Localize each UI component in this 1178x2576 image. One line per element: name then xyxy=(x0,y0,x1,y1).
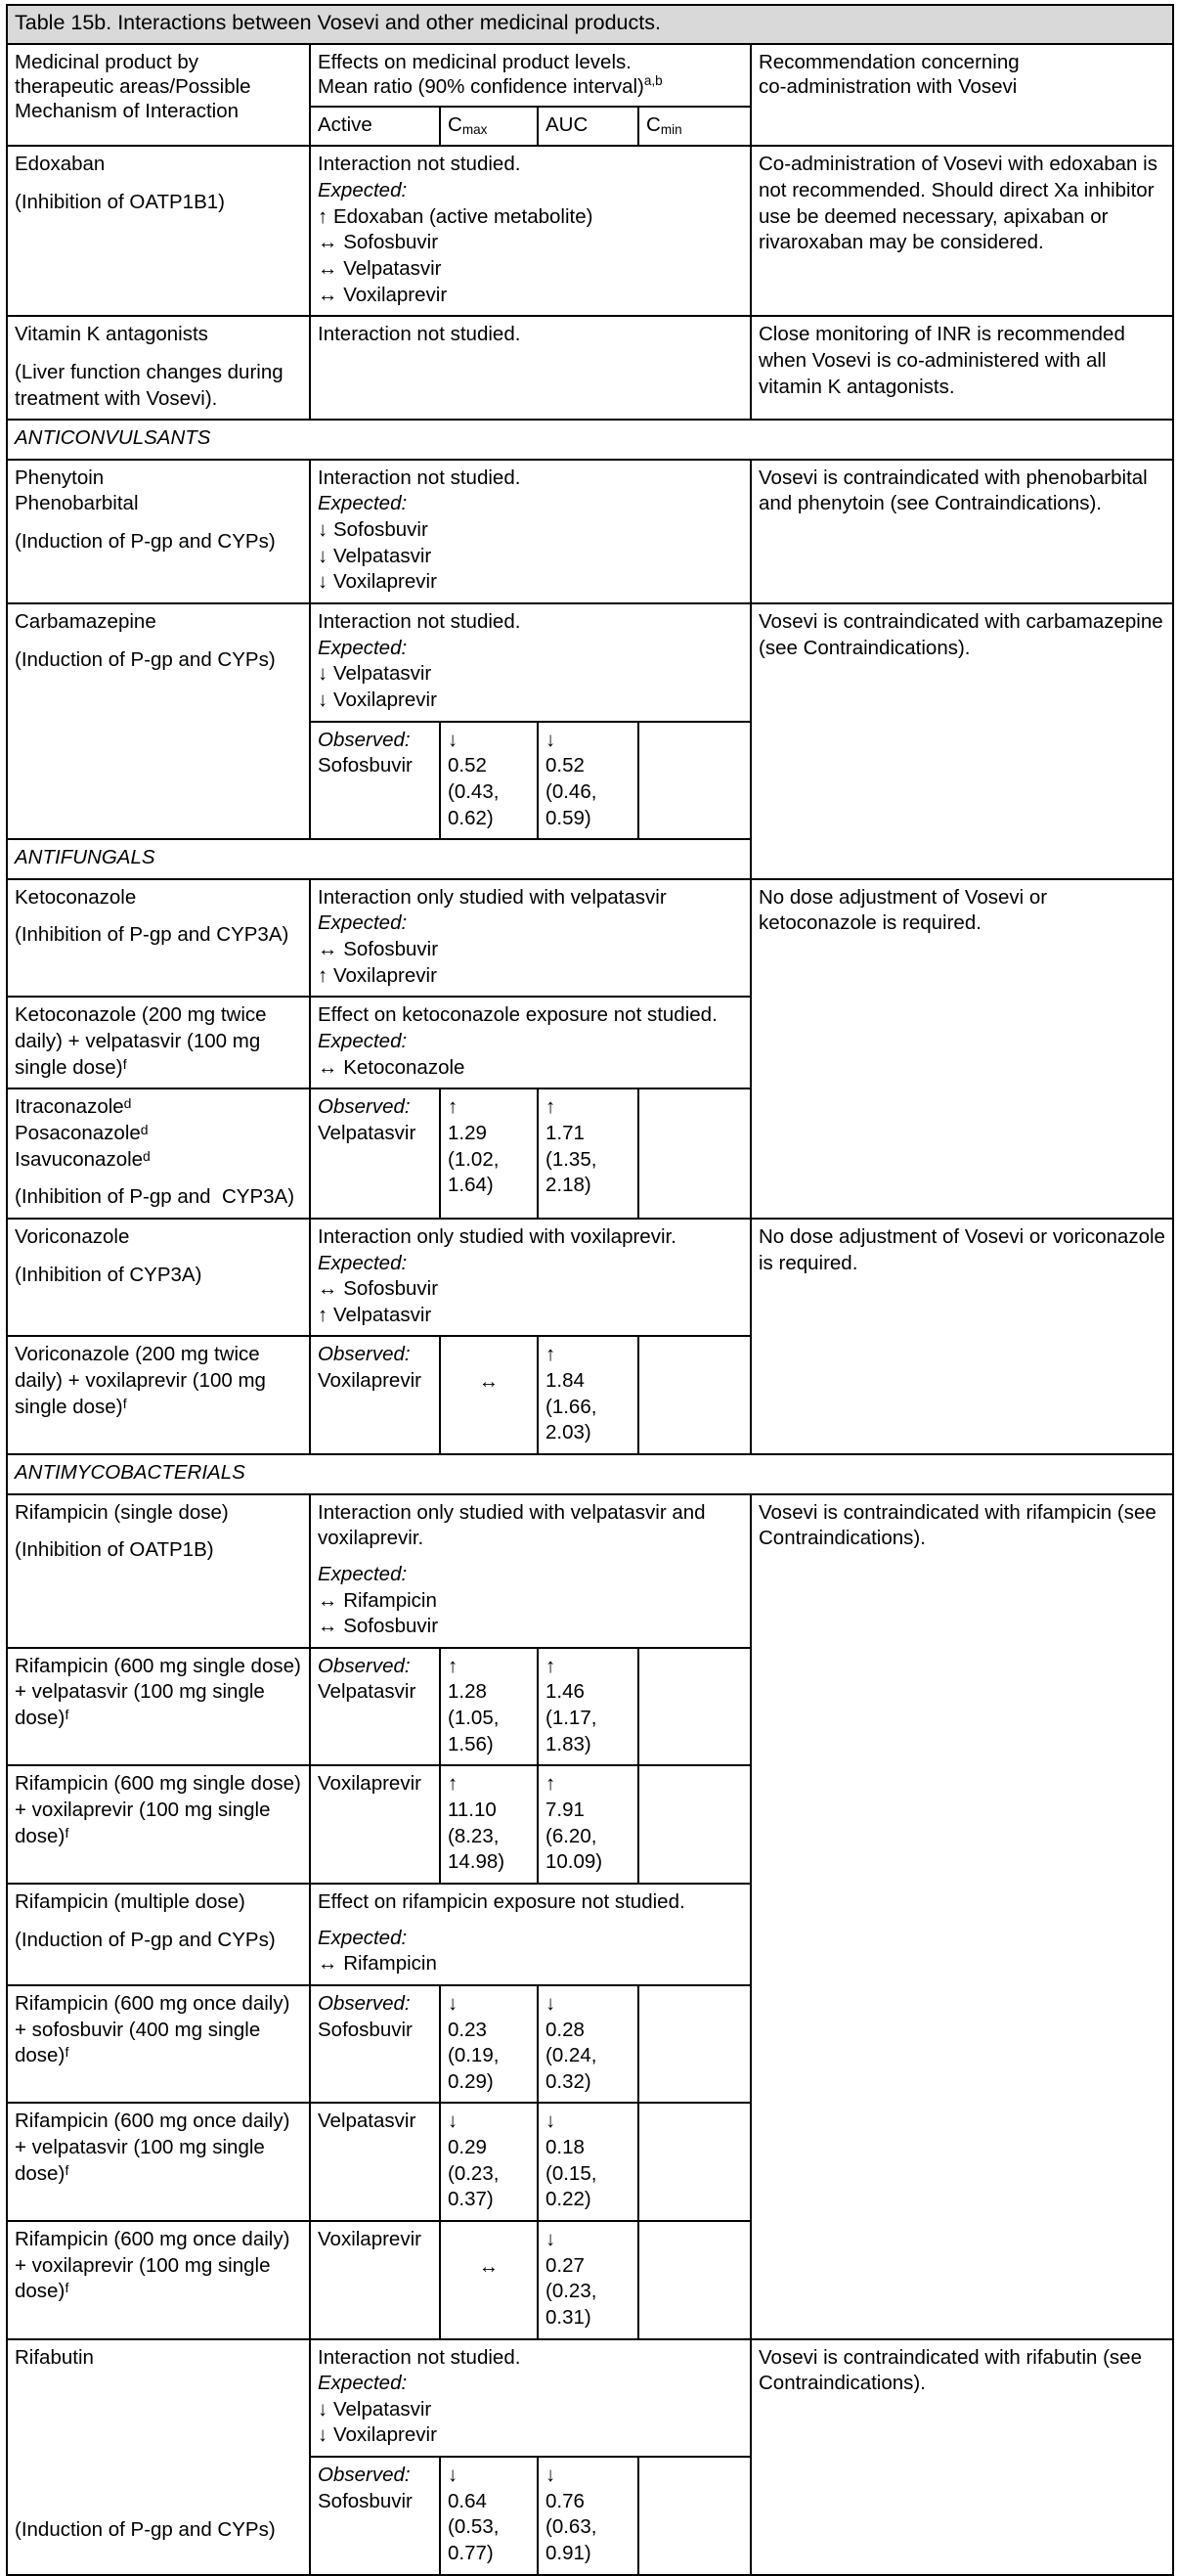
recommendation-cell: Co-administration of Vosevi with edoxaban is not recommended. Should direct Xa inhibitor use be deemed necessary, apixaban or rivaroxaban may be considered. xyxy=(751,146,1173,316)
num-line: 0.64 xyxy=(448,2489,487,2512)
auc-cell xyxy=(538,2103,638,2221)
cmin-cell xyxy=(638,1985,751,2104)
effect-line: Expected: xyxy=(318,179,408,202)
section-heading: ANTIMYCOBACTERIALS xyxy=(7,1454,1173,1494)
observed-analyte: Voxilaprevir xyxy=(318,1772,421,1796)
effect-line: ↔ Sofosbuvir xyxy=(318,231,439,254)
observed-analyte: Velpatasvir xyxy=(318,1680,416,1704)
header-cmin-base: C xyxy=(646,112,661,136)
num-line: 0.52 xyxy=(448,754,487,777)
header-effects-line2-text: Mean ratio (90% confidence interval) xyxy=(318,74,644,98)
observed-active-cell xyxy=(310,1648,440,1766)
product-line: Ketoconazole xyxy=(15,885,137,909)
cmin-cell xyxy=(638,722,751,840)
effect-line: Expected: xyxy=(318,492,408,515)
header-cmax-sub: max xyxy=(461,121,488,137)
num-line: 1.83) xyxy=(545,1732,591,1755)
num-line: ↑ xyxy=(545,1654,556,1677)
recommendation-cell: Vosevi is contraindicated with carbamazepine (see Contraindications). xyxy=(751,603,1173,879)
effect-line: ↔ Sofosbuvir xyxy=(318,1277,439,1301)
num-line: ↑ xyxy=(448,1095,458,1119)
observed-active-cell xyxy=(310,2103,440,2221)
effect-line: Interaction only studied with voxilaprevir. xyxy=(318,1224,676,1248)
product-line xyxy=(15,1526,302,1537)
product-line: Rifampicin (600 mg once daily) + velpatasvir (100 mg single dose)ᶠ xyxy=(15,2110,296,2185)
product-line: (Induction of P-gp and CYPs) xyxy=(15,1928,276,1951)
cmax-cell xyxy=(440,2221,538,2339)
effect-line: Interaction not studied. xyxy=(318,610,521,634)
num-line: 0.18 xyxy=(545,2136,585,2159)
header-recommendation-column xyxy=(751,44,1173,147)
product-line: (Induction of P-gp and CYPs) xyxy=(15,530,276,554)
header-rec-line2: co-administration with Vosevi xyxy=(759,74,1018,98)
observed-analyte: Voxilaprevir xyxy=(318,1369,421,1393)
effect-line: ↔ Velpatasvir xyxy=(318,257,442,280)
recommendation-cell: Vosevi is contraindicated with phenobarbital and phenytoin (see Contraindications). xyxy=(751,460,1173,603)
product-line xyxy=(15,517,302,529)
num-line: ↓ xyxy=(545,2228,556,2250)
num-line: 0.52 xyxy=(545,754,585,777)
effect-line: Interaction only studied with velpatasvir xyxy=(318,885,667,909)
num-line: 11.10 xyxy=(448,1799,497,1822)
auc-cell xyxy=(538,722,638,840)
num-line: (0.46, xyxy=(545,779,597,803)
table-title: Table 15b. Interactions between Vosevi and other medicinal products. xyxy=(7,5,1173,44)
effect-line: Interaction not studied. xyxy=(318,153,521,176)
num-line: (8.23, xyxy=(448,1824,500,1847)
product-line xyxy=(15,910,302,922)
product-cell xyxy=(7,1494,310,1648)
num-line: 0.29) xyxy=(448,2069,494,2093)
product-spacer xyxy=(15,2371,302,2517)
effects-cell xyxy=(310,997,751,1088)
header-cmax-base: C xyxy=(448,112,462,136)
observed-label: Observed: xyxy=(318,1991,411,2015)
cmin-cell xyxy=(638,2221,751,2339)
recommendation-cell: Vosevi is contraindicated with rifabutin (see Contraindications). xyxy=(751,2339,1173,2575)
header-cmin xyxy=(638,107,751,147)
num-line: (1.66, xyxy=(545,1395,597,1418)
num-line: 1.71 xyxy=(545,1121,585,1144)
recommendation-cell: No dose adjustment of Vosevi or ketoconazole is required. xyxy=(751,879,1173,1219)
num-line: ↓ xyxy=(448,2464,458,2487)
num-line: 1.46 xyxy=(545,1680,585,1704)
product-line: Rifampicin (600 mg once daily) + voxilaprevir (100 mg single dose)ᶠ xyxy=(15,2228,296,2303)
effect-line: ↓ Voxilaprevir xyxy=(318,688,437,711)
num-line: (6.20, xyxy=(545,1824,597,1847)
observed-label: Observed: xyxy=(318,1343,411,1366)
cmin-cell xyxy=(638,2103,751,2221)
section-heading: ANTICONVULSANTS xyxy=(7,420,1173,460)
observed-active-cell xyxy=(310,2457,440,2575)
num-line: (0.53, xyxy=(448,2515,500,2539)
product-line: Rifampicin (600 mg single dose) + voxilaprevir (100 mg single dose)ᶠ xyxy=(15,1772,307,1847)
cmax-cell xyxy=(440,1088,538,1219)
observed-active-cell xyxy=(310,1336,440,1454)
section-heading: ANTIFUNGALS xyxy=(7,839,1173,879)
effect-line: Interaction not studied. xyxy=(318,323,521,346)
product-line xyxy=(15,636,302,647)
effect-line: Expected: xyxy=(318,1251,408,1274)
product-cell xyxy=(7,997,310,1088)
cmin-cell xyxy=(638,2457,751,2575)
section-row xyxy=(7,420,1173,460)
product-line: Carbamazepine xyxy=(15,610,156,634)
product-line: Edoxaban xyxy=(15,153,106,176)
num-line: 1.29 xyxy=(448,1121,487,1144)
product-cell xyxy=(7,603,310,839)
num-line: ↓ xyxy=(545,728,556,751)
effect-line: ↔ Rifampicin xyxy=(318,1588,437,1612)
auc-cell xyxy=(538,1336,638,1454)
num-line: (0.15, xyxy=(545,2161,597,2185)
effect-line: Expected: xyxy=(318,1030,408,1053)
num-line: 7.91 xyxy=(545,1799,585,1822)
product-line: Phenytoin xyxy=(15,466,105,489)
product-line: Rifampicin (multiple dose) xyxy=(15,1889,245,1913)
observed-active-cell xyxy=(310,2221,440,2339)
product-line: (Inhibition of P-gp and CYP3A) xyxy=(15,923,289,947)
header-active: Active xyxy=(310,107,440,147)
header-rec-line1: Recommendation concerning xyxy=(759,50,1020,73)
num-line: ↓ xyxy=(545,2464,556,2487)
product-cell xyxy=(7,1884,310,1985)
num-line: ↔ xyxy=(478,1370,500,1394)
num-line: (1.02, xyxy=(448,1147,500,1171)
observed-analyte: Voxilaprevir xyxy=(318,2228,421,2250)
num-line: 0.22) xyxy=(545,2188,591,2211)
product-line: (Inhibition of P-gp and CYP3A) xyxy=(15,1185,295,1209)
effect-line: ↔ Sofosbuvir xyxy=(318,938,439,961)
effects-cell xyxy=(310,1884,751,1985)
num-line: 0.91) xyxy=(545,2542,591,2565)
product-line xyxy=(15,1173,302,1184)
header-effects-line1: Effects on medicinal product levels. xyxy=(318,50,632,73)
table-row-vitamin-k-antagonists xyxy=(7,316,1173,420)
auc-cell xyxy=(538,2457,638,2575)
num-line: 2.18) xyxy=(545,1174,591,1197)
effect-line: ↑ Voxilaprevir xyxy=(318,963,437,987)
num-line: ↑ xyxy=(448,1772,458,1796)
num-line: ↑ xyxy=(448,1654,458,1677)
effect-line: Effect on rifampicin exposure not studied. xyxy=(318,1889,685,1913)
observed-label: Observed: xyxy=(318,1095,411,1119)
product-line: (Liver function changes during treatment with Vosevi). xyxy=(15,360,289,410)
num-line: 10.09) xyxy=(545,1850,603,1874)
cmin-cell xyxy=(638,1648,751,1766)
section-row xyxy=(7,839,1173,879)
drug-interaction-table xyxy=(6,4,1174,2576)
num-line: 1.56) xyxy=(448,1732,494,1755)
num-line: (1.35, xyxy=(545,1147,597,1171)
product-line: Phenobarbital xyxy=(15,492,139,515)
product-line: Posaconazoleᵈ xyxy=(15,1121,149,1144)
effect-line: ↔ Sofosbuvir xyxy=(318,1615,439,1638)
product-cell xyxy=(7,1088,310,1219)
num-line: 0.28 xyxy=(545,2018,585,2041)
header-effects-footnote: a,b xyxy=(643,72,663,88)
product-line: Rifampicin (600 mg single dose) + velpatasvir (100 mg single dose)ᶠ xyxy=(15,1654,307,1730)
table-row-rifabutin xyxy=(7,2339,1173,2458)
num-line: 1.84 xyxy=(545,1369,585,1393)
cmin-cell xyxy=(638,1088,751,1219)
product-cell xyxy=(7,2339,310,2575)
product-line: Ketoconazole (200 mg twice daily) + velpatasvir (100 mg single dose)ᶠ xyxy=(15,1003,273,1079)
cmax-cell xyxy=(440,1648,538,1766)
cmax-cell xyxy=(440,722,538,840)
effect-line: Expected: xyxy=(318,636,408,659)
product-line: Voriconazole xyxy=(15,1224,130,1248)
num-line: (0.23, xyxy=(545,2280,597,2303)
num-line: (0.43, xyxy=(448,779,500,803)
num-line: ↑ xyxy=(545,1343,556,1366)
header-effects-column xyxy=(310,44,751,107)
effects-cell xyxy=(310,316,751,420)
num-line: ↓ xyxy=(448,2110,458,2133)
num-line: ↑ xyxy=(545,1095,556,1119)
effects-cell xyxy=(310,1494,751,1648)
product-line: Rifabutin xyxy=(15,2345,94,2369)
effect-line: ↔ Rifampicin xyxy=(318,1952,437,1976)
effect-line: Expected: xyxy=(318,911,408,935)
effects-cell xyxy=(310,146,751,316)
product-cell xyxy=(7,146,310,316)
product-line: Rifampicin (single dose) xyxy=(15,1500,229,1524)
cmax-cell xyxy=(440,1765,538,1884)
observed-analyte: Velpatasvir xyxy=(318,2110,416,2133)
effects-cell xyxy=(310,460,751,603)
num-line: 1.64) xyxy=(448,1174,494,1197)
num-line: 0.27 xyxy=(545,2253,585,2277)
auc-cell xyxy=(538,2221,638,2339)
header-auc: AUC xyxy=(538,107,638,147)
num-line: 14.98) xyxy=(448,1850,505,1874)
effect-line: Effect on ketoconazole exposure not studied. xyxy=(318,1003,718,1027)
product-cell xyxy=(7,460,310,603)
observed-label: Observed: xyxy=(318,2464,411,2487)
product-line xyxy=(15,348,302,360)
product-cell xyxy=(7,1336,310,1454)
effect-line: ↓ Velpatasvir xyxy=(318,2397,432,2421)
num-line: (1.05, xyxy=(448,1707,500,1730)
header-cmin-sub: min xyxy=(660,121,682,137)
product-line: Isavuconazoleᵈ xyxy=(15,1147,151,1171)
table-row-rifampicin-single-dose xyxy=(7,1494,1173,1648)
num-line: ↓ xyxy=(545,1991,556,2015)
effects-cell xyxy=(310,603,751,722)
effects-cell xyxy=(310,879,751,998)
effect-line: Expected: xyxy=(318,2372,408,2395)
observed-label: Observed: xyxy=(318,1654,411,1677)
product-cell xyxy=(7,1648,310,1766)
table-row-edoxaban xyxy=(7,146,1173,316)
cmin-cell xyxy=(638,1765,751,1884)
product-cell xyxy=(7,1219,310,1337)
table-row-ketoconazole xyxy=(7,879,1173,998)
effect-line: ↑ Edoxaban (active metabolite) xyxy=(318,204,593,228)
observed-label: Observed: xyxy=(318,728,411,751)
product-line: (Inhibition of OATP1B1) xyxy=(15,191,225,214)
product-line xyxy=(15,178,302,190)
product-line xyxy=(15,1916,302,1928)
product-line: (Induction of P-gp and CYPs) xyxy=(15,647,276,671)
num-line: 2.03) xyxy=(545,1421,591,1444)
num-line: (0.63, xyxy=(545,2515,597,2539)
effect-line: Expected: xyxy=(318,1562,408,1585)
effect-line: ↔ Ketoconazole xyxy=(318,1055,465,1079)
product-line: Vitamin K antagonists xyxy=(15,323,208,346)
product-line: (Inhibition of OATP1B) xyxy=(15,1538,214,1562)
effect-line: ↓ Sofosbuvir xyxy=(318,518,428,542)
table-title-row xyxy=(7,5,1173,44)
effect-line: Interaction not studied. xyxy=(318,2345,521,2369)
effects-cell xyxy=(310,1219,751,1337)
table-row-phenytoin-phenobarbital xyxy=(7,460,1173,603)
cmax-cell xyxy=(440,2103,538,2221)
num-line: ↓ xyxy=(448,1991,458,2015)
cmax-cell xyxy=(440,1985,538,2104)
recommendation-cell: No dose adjustment of Vosevi or voriconazole is required. xyxy=(751,1219,1173,1454)
recommendation-cell: Vosevi is contraindicated with rifampicin (see Contraindications). xyxy=(751,1494,1173,2339)
product-cell xyxy=(7,2103,310,2221)
num-line: 0.59) xyxy=(545,806,591,829)
effect-line: Interaction only studied with velpatasvir and voxilaprevir. xyxy=(318,1500,712,1550)
observed-analyte: Sofosbuvir xyxy=(318,2018,413,2041)
header-effects-line2 xyxy=(318,74,743,99)
num-line: 0.77) xyxy=(448,2542,494,2565)
effect-line: ↓ Velpatasvir xyxy=(318,544,432,567)
effect-line: ↓ Voxilaprevir xyxy=(318,570,437,594)
cmin-cell xyxy=(638,1336,751,1454)
product-cell xyxy=(7,1985,310,2104)
effect-line: ↓ Velpatasvir xyxy=(318,662,432,686)
num-line: 0.29 xyxy=(448,2136,487,2159)
table-row-voriconazole xyxy=(7,1219,1173,1337)
num-line: (0.23, xyxy=(448,2161,500,2185)
product-cell xyxy=(7,2221,310,2339)
num-line: (0.19, xyxy=(448,2044,500,2067)
effect-line: Expected: xyxy=(318,1926,408,1949)
auc-cell xyxy=(538,1648,638,1766)
product-line xyxy=(15,1251,302,1263)
observed-active-cell xyxy=(310,722,440,840)
product-line: Itraconazoleᵈ xyxy=(15,1095,132,1119)
product-line: Voriconazole (200 mg twice daily) + voxilaprevir (100 mg single dose)ᶠ xyxy=(15,1343,272,1418)
num-line: 0.32) xyxy=(545,2069,591,2093)
effects-cell xyxy=(310,2339,751,2458)
num-line: 0.23 xyxy=(448,2018,487,2041)
observed-active-cell xyxy=(310,1088,440,1219)
header-row-top xyxy=(7,44,1173,107)
observed-analyte: Velpatasvir xyxy=(318,1121,416,1144)
num-line: 0.37) xyxy=(448,2188,494,2211)
observed-analyte: Sofosbuvir xyxy=(318,754,413,777)
num-line: ↓ xyxy=(448,728,458,751)
auc-cell xyxy=(538,1088,638,1219)
recommendation-cell: Close monitoring of INR is recommended when Vosevi is co-administered with all vitamin K antagonists. xyxy=(751,316,1173,420)
num-line: ↔ xyxy=(478,2255,500,2278)
observed-active-cell xyxy=(310,1985,440,2104)
num-line: 0.76 xyxy=(545,2489,585,2512)
num-line: 1.28 xyxy=(448,1680,487,1704)
header-product-column: Medicinal product by therapeutic areas/Possible Mechanism of Interaction xyxy=(7,44,310,147)
section-row xyxy=(7,1454,1173,1494)
num-line: ↑ xyxy=(545,1772,556,1796)
num-line: 0.31) xyxy=(545,2305,591,2329)
product-cell xyxy=(7,1765,310,1884)
num-line: ↓ xyxy=(545,2110,556,2133)
auc-cell xyxy=(538,1765,638,1884)
num-line: (1.17, xyxy=(545,1707,597,1730)
table-row-carbamazepine xyxy=(7,603,1173,722)
effect-line: Interaction not studied. xyxy=(318,466,521,489)
auc-cell xyxy=(538,1985,638,2104)
cmax-cell xyxy=(440,2457,538,2575)
effect-line: ↓ Voxilaprevir xyxy=(318,2423,437,2447)
product-line-bottom: (Induction of P-gp and CYPs) xyxy=(15,2518,276,2542)
effect-line: ↑ Velpatasvir xyxy=(318,1303,432,1326)
num-line: (0.24, xyxy=(545,2044,597,2067)
observed-active-cell xyxy=(310,1765,440,1884)
observed-analyte: Sofosbuvir xyxy=(318,2489,413,2512)
cmax-cell xyxy=(440,1336,538,1454)
effect-line: ↔ Voxilaprevir xyxy=(318,283,448,306)
product-cell xyxy=(7,879,310,998)
num-line: 0.62) xyxy=(448,806,494,829)
product-cell xyxy=(7,316,310,420)
product-line: (Inhibition of CYP3A) xyxy=(15,1263,202,1286)
header-cmax xyxy=(440,107,538,147)
product-line: Rifampicin (600 mg once daily) + sofosbuvir (400 mg single dose)ᶠ xyxy=(15,1991,296,2067)
